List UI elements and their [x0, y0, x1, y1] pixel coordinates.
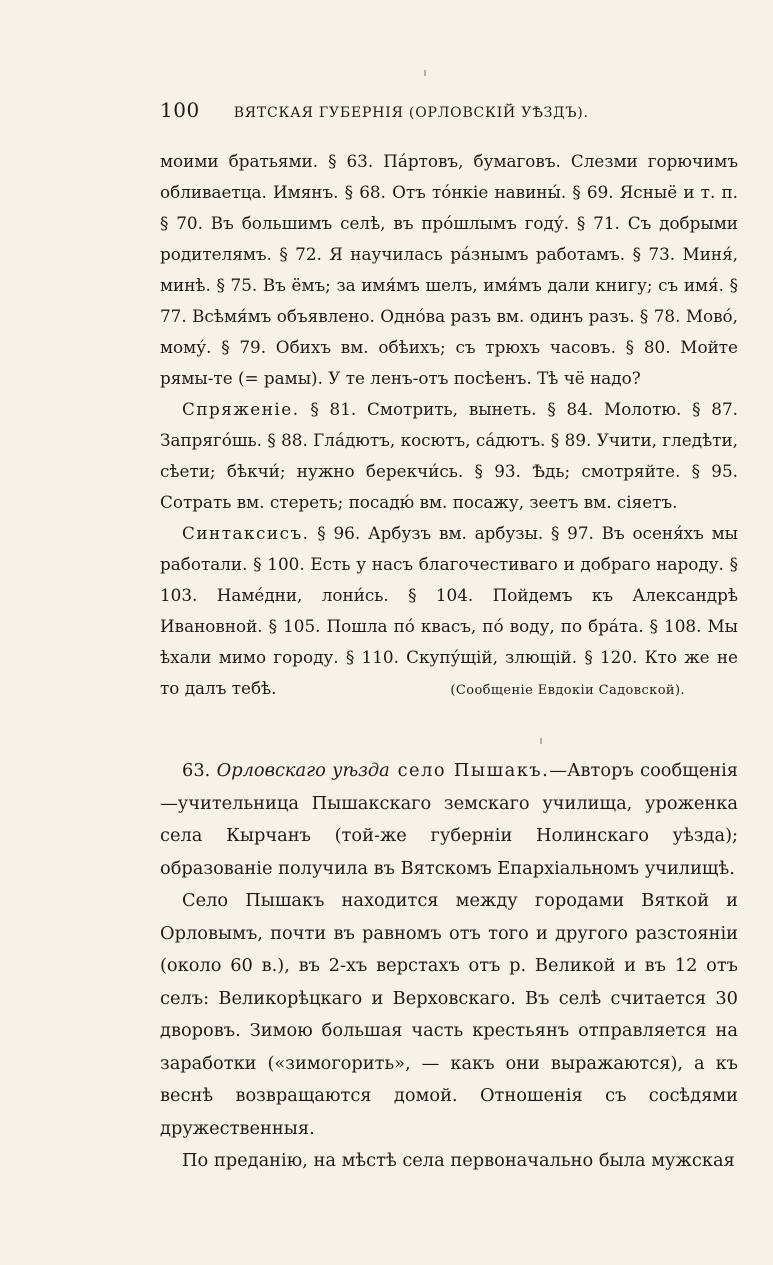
paragraph: Село Пышакъ находится между городами Вяткой и Орловымъ, почти въ равномъ отъ того и другого разстояніи (около 60 в.), въ 2-хъ верстахъ отъ р. Великой и въ 12 отъ селъ: Великорѣцкаго и Верховскаго. Въ селѣ считается 30 дворовъ. Зимою большая часть крестьянъ отправляется на заработки («зимогорить», — какъ они выражаются), а къ веснѣ возвращаются домой. Отношенія съ сосѣдями дружественныя.: [160, 890, 738, 1139]
section-lead: Синтаксисъ.: [182, 523, 310, 543]
print-mark: [424, 70, 426, 76]
paragraph-conjugation: [160, 394, 738, 518]
district-name: Орловскаго уѣзда: [216, 760, 390, 781]
page-number: 100: [160, 98, 200, 122]
entry-number: 63.: [182, 760, 217, 781]
village-name: село Пышакъ.: [389, 760, 550, 781]
village-description-block: [160, 755, 738, 1178]
page-header: [160, 98, 740, 122]
running-title: ВЯТСКАЯ ГУБЕРНІЯ (ОРЛОВСКІЙ УѢЗДЪ).: [233, 105, 589, 121]
dialect-notes-block: [160, 146, 738, 704]
section-lead: Спряженіе.: [182, 399, 300, 419]
paragraph: моими братьями. § 63. Пáртовъ, бумаговъ. Слезми горючимъ обливаетца. Имянъ. § 68. Отъ тóнкіе навины́. § 69. Ясныё и т. п. § 70. Въ большимъ селѣ, въ прóшлымъ году́. § 71. Съ добрыми родителямъ. § 72. Я научилась рáзнымъ работамъ. § 73. Миня́, минѣ. § 75. Въ ёмъ; за имя́мъ шелъ, имя́мъ дали книгу; съ имя́. § 77. Всѣмя́мъ объявлено. Однóва разъ вм. одинъ разъ. § 78. Мовó, мому́. § 79. Обихъ вм. обѣихъ; съ трюхъ часовъ. § 80. Мойте рямы-те (= рамы). У те ленъ-отъ посѣенъ. Тѣ чё надо?: [160, 151, 738, 388]
source-attribution: (Сообщеніе Евдокіи Садовской).: [450, 683, 685, 698]
paragraph-text: —Авторъ сообщенія—учительница Пышакскаго земскаго училища, уроженка села Кырчанъ (той-же губерніи Нолинскаго уѣзда); образованіе получила въ Вятскомъ Епархіальномъ училищѣ.: [160, 760, 738, 879]
print-mark: [540, 738, 542, 744]
paragraph-text: § 96. Арбузъ вм. арбузы. § 97. Въ осеня́хъ мы работали. § 100. Есть у насъ благочестиваго и добраго народу. § 103. Намéдни, лони́сь. § 104. Пойдемъ къ Александрѣ Ивановной. § 105. Пошла пó квасъ, пó воду, по брáта. § 108. Мы ѣхали мимо городу. § 110. Скупу́щій, злющій. § 120. Кто же не то далъ тебѣ.: [160, 523, 738, 698]
paragraph: По преданію, на мѣстѣ села первоначально была мужская: [182, 1150, 735, 1171]
paragraph-text: § 81. Смотрить, вынеть. § 84. Молотю. § 87. Запрягóшь. § 88. Глáдютъ, косютъ, сáдютъ. § 89. Учити, гледѣти, сѣети; бѣкчи́; нужно берекчи́сь. § 93. Ѣдь; смотряйте. § 95. Сотрать вм. стереть; посадю́ вм. посажу, зеетъ вм. сіяетъ.: [160, 399, 738, 512]
paragraph-intro: [160, 755, 738, 885]
paragraph-syntax: [160, 518, 738, 704]
